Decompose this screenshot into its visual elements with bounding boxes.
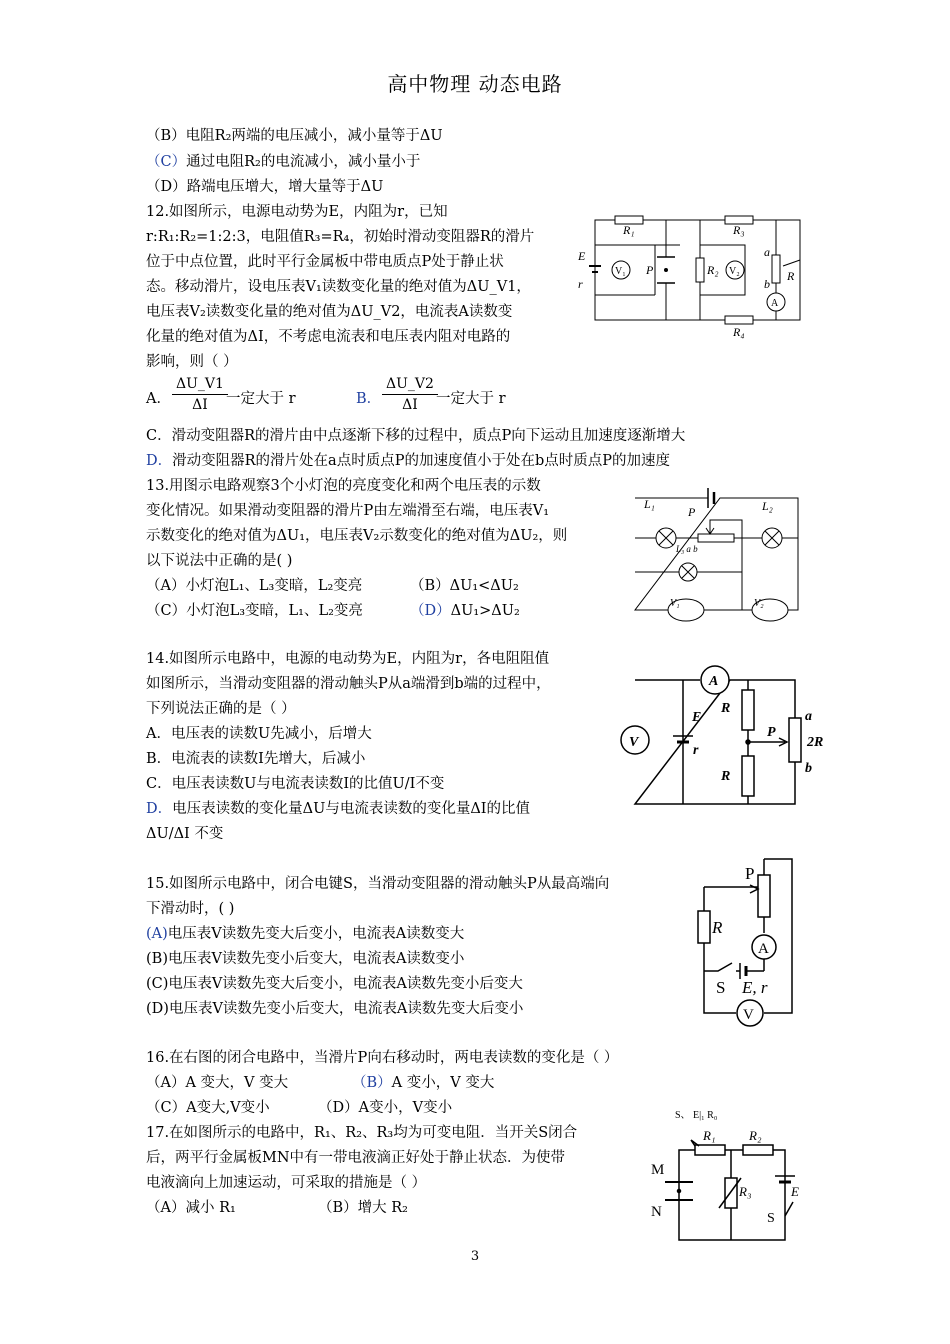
- q12-option-a-tail: 一定大于 r: [226, 391, 296, 407]
- q12-particle-p: [665, 269, 668, 272]
- q12-option-d-text: 滑动变阻器R的滑片处在a点时质点P的加速度值小于处在b点时质点P的加速度: [172, 453, 670, 469]
- q12-option-d-label: D．: [146, 453, 173, 469]
- q16-option-b-text: A 变小，V 变大: [391, 1075, 495, 1091]
- q13-circuit-diagram: [630, 480, 805, 630]
- q12-option-b-denominator: ΔI: [402, 397, 418, 413]
- q14-label-a-meter: A: [709, 674, 719, 689]
- q14-label-r-bottom: R: [721, 769, 731, 784]
- q14-circuit-diagram: [615, 662, 835, 812]
- q12-label-r: r: [578, 277, 583, 291]
- q17-droplet: [678, 1190, 681, 1193]
- q12-option-a-numerator: ΔU_V1: [172, 376, 228, 395]
- q17-label-n: N: [651, 1204, 662, 1220]
- q12-label-b: b: [764, 277, 770, 291]
- q13-option-d: [410, 601, 520, 621]
- q14-label-e: E: [692, 710, 702, 725]
- q16-option-b: [352, 1073, 494, 1093]
- q15-label-er: E, r: [742, 978, 768, 997]
- q12-option-b-fraction: [382, 376, 438, 413]
- q15-rheostat: [758, 875, 770, 917]
- q14-label-r: r: [693, 743, 699, 758]
- q17-label-r1: R₁: [703, 1128, 716, 1143]
- page-title: 高中物理 动态电路: [387, 72, 563, 96]
- q14-resistor-bottom: [742, 756, 754, 796]
- q13-line-3: 示数变化的绝对值为ΔU₁，电压表V₂示数变化的绝对值为ΔU₂，则: [146, 528, 568, 544]
- q12-line-4: 态。移动滑片，设电压表V₁读数变化量的绝对值为ΔU_V1，: [146, 279, 531, 295]
- q16-option-c: （C）A变大,V变小: [146, 1100, 270, 1116]
- q17-circuit-diagram: [645, 1104, 810, 1244]
- q15-option-a: [146, 924, 464, 944]
- q15-label-s: S: [716, 978, 726, 997]
- q12-label-ammeter: A: [771, 298, 779, 309]
- q17-switch: [785, 1202, 793, 1216]
- q11-option-c: [146, 152, 420, 172]
- q15-label-r: R: [712, 918, 723, 937]
- q11-option-c-text: 通过电阻R₂的电流减小，减小量小于: [186, 154, 421, 170]
- q12-label-p: P: [646, 263, 654, 277]
- q14-label-p: P: [767, 725, 776, 740]
- q12-circuit-diagram: [575, 210, 820, 340]
- q14-option-d-label: D．: [146, 801, 173, 817]
- q14-label-r-top: R: [721, 701, 731, 716]
- q13-circuit-outer: [635, 498, 798, 610]
- q11-option-c-letter: （C）: [146, 154, 187, 170]
- q15-option-d: (D)电压表V读数先变小后变大，电流表A读数先变大后变小: [146, 1001, 524, 1017]
- q11-option-d: （D）路端电压增大，增大量等于ΔU: [146, 179, 384, 195]
- q13-option-c: （C）小灯泡L₃变暗，L₁、L₂变亮: [146, 603, 363, 619]
- q11-option-b: （B）电阻R₂两端的电压减小，减小量等于ΔU: [146, 128, 443, 144]
- q12-resistor-r2: [696, 258, 704, 282]
- q17-label-top: S、 E|₁ R₀: [675, 1110, 718, 1121]
- q13-line-2: 变化情况。如果滑动变阻器的滑片P由左端滑至右端，电压表V₁: [146, 503, 550, 519]
- q17-label-e: E: [791, 1184, 799, 1199]
- q15-label-v: V: [743, 1007, 754, 1023]
- q14-label-a: a: [805, 709, 812, 724]
- q12-option-a-denominator: ΔI: [192, 397, 208, 413]
- q15-label-p: P: [745, 864, 755, 883]
- q13-label-l1: L₁: [644, 497, 655, 511]
- q12-label-v1: V₁: [615, 266, 626, 277]
- q15-line-1: 15.如图所示电路中，闭合电键S，当滑动变阻器的滑动触头P从最高端向: [146, 876, 610, 892]
- q13-rheostat: [698, 534, 734, 542]
- q14-label-v-meter: V: [629, 735, 639, 750]
- q15-option-b: (B)电压表V读数先变小后变大，电流表A读数变小: [146, 951, 465, 967]
- q12-option-b-tail: 一定大于 r: [436, 391, 506, 407]
- q17-line-3: 电液滴向上加速运动，可采取的措施是（ ）: [146, 1175, 427, 1191]
- q16-option-a: （A）A 变大，V 变大: [146, 1075, 289, 1091]
- q14-option-a: A．电压表的读数U先减小，后增大: [146, 726, 372, 742]
- q13-label-p: P: [688, 505, 696, 519]
- q12-option-a-fraction: [172, 376, 228, 413]
- q12-rheostat-r: [772, 255, 780, 283]
- q16-option-b-letter: （B）: [352, 1075, 392, 1091]
- q14-rheostat-2r: [789, 718, 801, 762]
- q16-option-d: （D）A变小，V变小: [318, 1100, 453, 1116]
- q15-line-2: 下滑动时，( ): [146, 901, 235, 917]
- q13-line-1: 13.用图示电路观察3个小灯泡的亮度变化和两个电压表的示数: [146, 478, 541, 494]
- q15-circuit-diagram: [690, 855, 805, 1030]
- q12-line-6: 化量的绝对值为ΔI，不考虑电流表和电压表内阻对电路的: [146, 329, 511, 345]
- q14-resistor-top: [742, 690, 754, 730]
- q17-line-1: 17.在如图所示的电路中，R₁、R₂、R₃均为可变电阻．当开关S闭合: [146, 1125, 578, 1141]
- q17-label-m: M: [651, 1162, 665, 1178]
- q17-resistor-r2: [743, 1145, 773, 1155]
- q12-option-b-numerator: ΔU_V2: [382, 376, 438, 395]
- q14-junction: [746, 740, 750, 744]
- q15-option-a-letter: (A): [146, 926, 168, 942]
- q14-option-d: [146, 799, 530, 819]
- q17-r1-arrow: [691, 1140, 699, 1146]
- q12-label-v2: V₂: [729, 266, 740, 277]
- q12-option-c: C．滑动变阻器R的滑片由中点逐渐下移的过程中，质点P向下运动且加速度逐渐增大: [146, 428, 686, 444]
- q17-option-a: （A）减小 R₁: [146, 1200, 236, 1216]
- q12-label-r3: R₃: [733, 223, 745, 237]
- q12-label-a: a: [764, 245, 770, 259]
- q13-option-d-text: ΔU₁>ΔU₂: [450, 603, 520, 619]
- q13-label-l3ab: L₃ a b: [676, 544, 698, 554]
- q15-label-a: A: [758, 941, 769, 957]
- q12-line-5: 电压表V₂读数变化量的绝对值为ΔU_V2，电流表A读数变: [146, 304, 513, 320]
- q12-label-r4: R₄: [733, 325, 745, 339]
- q14-label-2r: 2R: [807, 735, 824, 750]
- q13-label-l2: L₂: [762, 499, 773, 513]
- q14-option-c: C．电压表读数U与电流表读数I的比值U/I不变: [146, 776, 445, 792]
- q14-line-2: 如图所示，当滑动变阻器的滑动触头P从a端滑到b端的过程中，: [146, 676, 551, 692]
- q14-line-3: 下列说法正确的是（ ）: [146, 701, 296, 717]
- q16-line: 16.在右图的闭合电路中，当滑片P向右移动时，两电表读数的变化是（ ）: [146, 1050, 619, 1066]
- q17-option-b: （B）增大 R₂: [318, 1200, 408, 1216]
- q13-option-d-letter: （D）: [410, 603, 451, 619]
- q12-option-b-label: B．: [356, 391, 382, 407]
- q13-option-a: （A）小灯泡L₁、L₃变暗，L₂变亮: [146, 578, 363, 594]
- q12-line-7: 影响，则（ ）: [146, 354, 238, 370]
- page-number: 3: [470, 1249, 480, 1264]
- q14-option-d-text: 电压表读数的变化量ΔU与电流表读数的变化量ΔI的比值: [172, 801, 531, 817]
- q15-option-a-text: 电压表V读数先变大后变小，电流表A读数变大: [167, 926, 465, 942]
- q15-resistor-r: [698, 911, 710, 943]
- q12-label-e: E: [578, 249, 586, 263]
- q13-option-b: （B）ΔU₁<ΔU₂: [410, 578, 519, 594]
- q12-line-2: r:R₁:R₂=1:2:3，电阻值R₃=R₄，初始时滑动变阻器R的滑片: [146, 229, 535, 245]
- q17-line-2: 后，两平行金属板MN中有一带电液滴正好处于静止状态．为使带: [146, 1150, 566, 1166]
- q12-label-rheostat: R: [787, 269, 795, 283]
- q17-resistor-r3: [725, 1178, 737, 1208]
- q12-label-r2: R₂: [707, 263, 719, 277]
- q14-option-b: B．电流表的读数I先增大，后减小: [146, 751, 366, 767]
- q14-label-b: b: [805, 761, 812, 776]
- q15-slider-arrow: [750, 885, 758, 893]
- q12-rheostat-slider: [783, 260, 800, 266]
- q12-option-d: [146, 451, 670, 471]
- q12-label-r1: R₁: [623, 223, 635, 237]
- q15-switch-s: [704, 963, 740, 971]
- q13-label-v2: V₂: [754, 598, 764, 609]
- q17-resistor-r1: [695, 1145, 725, 1155]
- q14-line-1: 14.如图所示电路中，电源的电动势为E，内阻为r，各电阻阻值: [146, 651, 550, 667]
- q12-line-1: 12.如图所示，电源电动势为E，内阻为r，已知: [146, 204, 448, 220]
- q17-label-r3: R₃: [739, 1184, 752, 1199]
- q12-resistor-r4: [725, 316, 753, 324]
- q14-option-d-tail: ΔU/ΔI 不变: [146, 826, 224, 842]
- q13-line-4: 以下说法中正确的是( ): [146, 553, 293, 569]
- q17-label-s: S: [767, 1211, 775, 1226]
- q12-line-3: 位于中点位置，此时平行金属板中带电质点P处于静止状: [146, 254, 504, 270]
- q12-option-a-label: A．: [146, 391, 171, 407]
- q13-label-v1: V₁: [670, 598, 680, 609]
- q17-label-r2: R₂: [749, 1128, 762, 1143]
- q15-option-c: (C)电压表V读数先变大后变小，电流表A读数先变小后变大: [146, 976, 523, 992]
